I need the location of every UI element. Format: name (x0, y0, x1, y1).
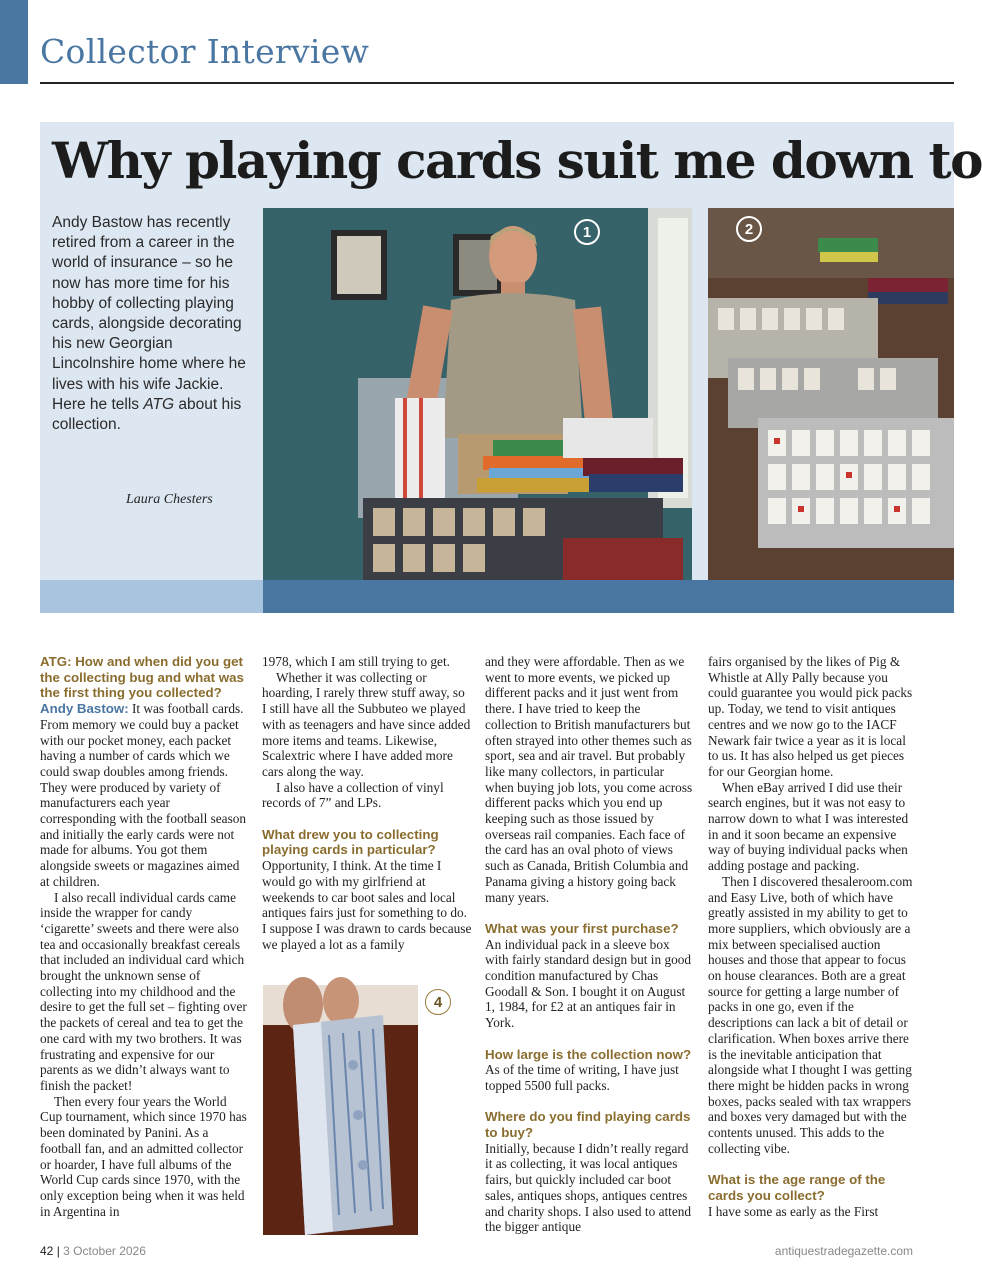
photo-number-badge: 4 (425, 989, 451, 1015)
photo-card-albums (708, 208, 954, 580)
caption-bar-light-segment (40, 580, 263, 613)
answer-paragraph (40, 701, 248, 889)
standfirst-italic: ATG (143, 395, 175, 413)
section-tab-marker (0, 0, 28, 84)
article-column-2 (262, 654, 472, 952)
footer-separator: | (56, 1244, 60, 1258)
speaker-label: Andy Bastow: (40, 701, 129, 717)
footer-website: antiquestradegazette.com (774, 1244, 913, 1258)
photo-caption-bar (40, 580, 954, 613)
answer-text: It was football cards. From memory we could buy a packet with our pocket money, each packet having a number of cards which we could swap doubles among friends. They were produced by variety of manufacturers each year corresponding with the football season and initially the early cards were not made for albums. You got them alongside sweets or magazines aimed at children. (40, 701, 247, 889)
question-heading: Where do you find playing cards to buy? (485, 1109, 691, 1141)
question-heading: ATG: How and when did you get the collecting bug and what was the first thing you collected? (40, 654, 244, 701)
question-heading: What drew you to collecting playing cards in particular? (262, 826, 439, 858)
body-paragraph: Whether it was collecting or hoarding, I rarely threw stuff away, so I still have all the Subbuteo we played with as teenagers and have since added more items and teams. Likewise, Scalextric where I have added more cars along the way. (262, 669, 471, 779)
question-heading: What is the age range of the cards you collect? (708, 1172, 886, 1203)
answer-paragraph: An individual pack in a sleeve box with fairly standard design but in good condition manufactured by Chas Goodall & Son. I bought it on August 1, 1984, for £2 at an antiques fair in York. (485, 936, 692, 1031)
body-paragraph: Then I discovered thesaleroom.com and Easy Live, both of which have greatly assisted in my ability to get to more suppliers, which obviously are a mix between specialised auction houses and those that appear to focus on house clearances. Both are a great source for getting a large number of packs in one go, even if the descriptions can lack a bit of detail or clarification. When boxes arrive there is the inevitable anticipation that alongside what I thought I was getting there might be hidden packs in wrong boxes, packs sealed with tax wrappers and boxes very damaged but with the contents unused. This adds to the collecting vibe. (708, 873, 913, 1156)
body-paragraph: Then every four years the World Cup tournament, which since 1970 has been dominated by Panini. As a football fan, and an admitted collector or hoarder, I have full albums of the World Cup cards since 1970, with the only exception being when it was held in Argentina in (40, 1093, 247, 1219)
body-paragraph: I also have a collection of vinyl records of 7” and LPs. (262, 779, 444, 811)
body-paragraph: and they were affordable. Then as we went to more events, we picked up different packs and it just went from there. I have tried to keep the collection to British manufacturers but often strayed into other themes such as sport, sea and air travel. But probably like many collectors, in particular when buying job lots, you come across different packs which you end up keeping such as those issued by overseas rail companies. Each face of the card has an oval photo of views such as Canada, British Columbia and Panama giving a history going back many years. (485, 654, 693, 905)
article-column-1 (40, 654, 248, 1219)
answer-paragraph: I have some as early as the First (708, 1203, 879, 1219)
header-rule (40, 82, 954, 84)
answer-paragraph: As of the time of writing, I have just topped 5500 full packs. (485, 1062, 679, 1093)
byline: Laura Chesters (126, 492, 213, 507)
page-number: 42 (40, 1244, 54, 1258)
answer-paragraph: Opportunity, I think. At the time I would go with my girlfriend at weekends to car boot sales and local antiques fairs just for something to do. I suppose I was drawn to cards because we played a lot as a family (262, 858, 472, 952)
photo-number-badge: 1 (574, 219, 600, 245)
photo-collector-portrait-image (263, 208, 692, 580)
question-heading: What was your first purchase? (485, 920, 679, 936)
body-paragraph: 1978, which I am still trying to get. (262, 654, 450, 669)
section-title: Collector Interview (40, 32, 370, 71)
body-paragraph: fairs organised by the likes of Pig & Whistle at Ally Pally because you could guarantee you would pick packs up. Today, we tend to visit antiques centres and we now go to the IACF Newark fair twice a year as it is local to us. It has also helped us get pieces for our Georgian home. (708, 654, 913, 779)
article-column-4 (708, 654, 918, 1219)
page-footer-info (40, 1244, 146, 1258)
photo-card-pack (263, 985, 443, 1235)
issue-date: 3 October 2026 (63, 1244, 146, 1258)
photo-caption: Andy Bastow (239, 8, 321, 24)
standfirst-text-end: about his collection. (52, 395, 242, 434)
photo-number-badge: 2 (736, 216, 762, 242)
article-column-3 (485, 654, 695, 1235)
question-heading: How large is the collection now? (485, 1046, 692, 1062)
standfirst (52, 213, 252, 435)
answer-paragraph: Initially, because I didn’t really regard it as collecting, it was local antiques fairs, but quickly included car boot sales, antiques shops, antiques centres and charity shops. I also used to attend the bigger antique (485, 1140, 692, 1235)
photo-card-pack-image (263, 985, 418, 1235)
standfirst-text: Andy Bastow has recently retired from a career in the world of insurance – so he now has more time for his hobby of collecting playing cards, alongside decorating his new Georgian Lincolnshire home where he lives with his wife Jackie. Here he tells (52, 214, 246, 413)
photo-card-albums-image (708, 208, 954, 580)
body-paragraph: I also recall individual cards came inside the wrapper for candy ‘cigarette’ sweets and there were also tea and occasionally breakfast cereals that included an individual card which brought the unknown sense of collecting into my childhood and the desire to get the full set – fighting over the packets of cereal and tea to get the one card with my two brothers. It was frustrating and expensive for our parents as we didn’t always want to finish the packet! (40, 889, 247, 1093)
article-headline: Why playing cards suit me down to (52, 131, 982, 190)
photo-collector-portrait (263, 208, 692, 580)
body-paragraph: When eBay arrived I did use their search engines, but it was not easy to narrow down to what I was interested in and it soon became an expensive way of buying individual packs when adding postage and packing. (708, 779, 909, 874)
